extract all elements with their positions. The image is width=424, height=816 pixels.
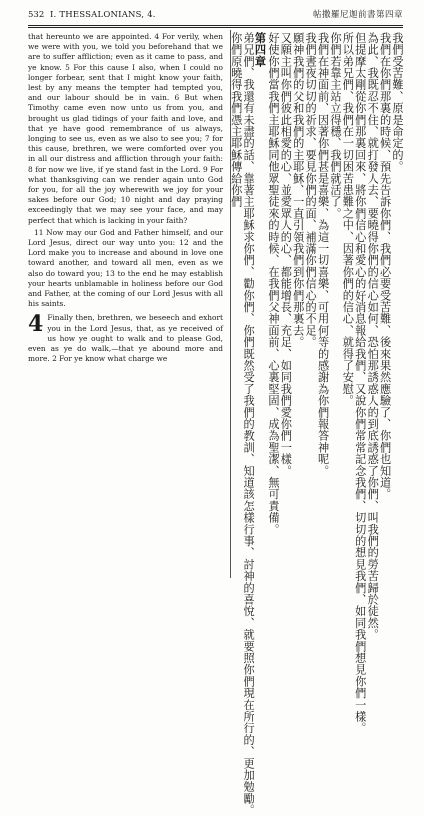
chapter-start xyxy=(28,313,223,364)
header-rule xyxy=(28,25,403,26)
chinese-line: 所以弟兄們、我們在一切困苦患難之中、因著你們的信心、就得了安慰。 xyxy=(341,32,355,407)
chinese-line: 你們原曉得我們憑主耶穌傳給你們 xyxy=(229,32,243,208)
header-rule-double xyxy=(28,27,403,28)
chinese-line: 我們在神面前、因著你們甚是喜樂、為這一切喜樂、可用何等的感謝為你們報答神呢。 xyxy=(316,32,330,477)
chinese-line: 但提摩太剛從你們那裏回來、將你們信心和愛心的好消息報給我們、又說你們常常記念我們、切切的想見我們、如同我們想見你們一樣。 xyxy=(353,32,367,734)
english-paragraph: that hereunto we are appointed. 4 For verily, when we were with you, we told you beforehand that we are to suffer affliction; even as it came to pass, and ye know. 5 For this cause I also, when I could no longer forbear, sent that I might know your faith, lest by any means the tempter had tempted you, and our labour should be in vain. 6 But when Timothy came even now unto us from you, and brought us glad tidings of your faith and love, and that ye have good remembrance of us always, longing to see us, even as we also to see you; 7 for this cause, brethren, we were comforted over you in all our distress and affliction through your faith: 8 for now we live, if ye stand fast in the Lord. 9 For what thanksgiving can we render again unto God for you, for all the joy wherewith we joy for your sakes before our God; 10 night and day praying exceedingly that we may see your face, and may perfect that which is lacking in your faith? xyxy=(28,32,223,225)
chinese-line: 我們晝夜切切的祈求、要見你們的面、補滿你們信心的不足。 xyxy=(304,32,318,348)
chinese-line: 弟兄們、我還有未盡的話、靠著主耶穌求你們、勸你們、你們既然受了我們的教訓、知道該怎樣行事、討神的喜悅、就要照你們現在所行的、更加勉勵。 xyxy=(242,32,256,816)
chinese-line: 你們若靠主站立得穩、我們就活了。 xyxy=(328,32,342,220)
chinese-chapter-heading: 第四章 xyxy=(253,32,268,68)
chinese-column xyxy=(229,32,404,816)
chinese-line: 我們受苦難、原是命定的。 xyxy=(391,32,404,173)
chinese-line: 又願主叫你們彼此相愛的心、並愛眾人的心、都能增長、充足、如同我們愛你們一樣。 xyxy=(279,32,293,477)
english-column xyxy=(28,32,223,365)
chinese-line: 我們在你們那裏的時候、預先告訴你們、我們必要受苦難、後來果然應驗了、你們也知道。 xyxy=(378,32,392,500)
english-paragraph: 11 Now may our God and Father himself, and our Lord Jesus, direct our way unto you: 12 and the Lord make you to increase and abound in love one toward another, and toward all men, even as we also do toward you; 13 to the end he may establish your hearts unblamable in holiness before our God and Father, at the coming of our Lord Jesus with all his saints. xyxy=(28,227,223,309)
chinese-text xyxy=(229,32,404,816)
page-number: 532 xyxy=(28,10,45,20)
chinese-line: 願神我們的父和我們的主耶穌、一直引領我們到你們那裏去。 xyxy=(291,32,305,348)
chinese-line: 為此、我既忍不住、就打發人去、要曉得你們的信心如何、恐怕那誘惑人的到底誘惑了你們、叫我們的勞苦歸於徒然。 xyxy=(366,32,380,641)
page-header xyxy=(28,7,403,23)
english-paragraph: Finally then, brethren, we beseech and exhort you in the Lord Jesus, that, as ye received of us how ye ought to walk and to please God, even as ye do walk,—that ye abound more and more. 2 For ye know what charge we xyxy=(28,313,223,364)
book-title: I. THESSALONIANS, 4. xyxy=(50,10,156,20)
chapter-number: 4 xyxy=(28,311,44,338)
chinese-book-title: 帖撒羅尼迦前書第四章 xyxy=(312,10,403,20)
chinese-line: 好使你們當我們主耶穌同他眾聖徒來的時候、在我們父神面前、心裏堅固、成為聖潔、無可責備。 xyxy=(266,32,280,536)
